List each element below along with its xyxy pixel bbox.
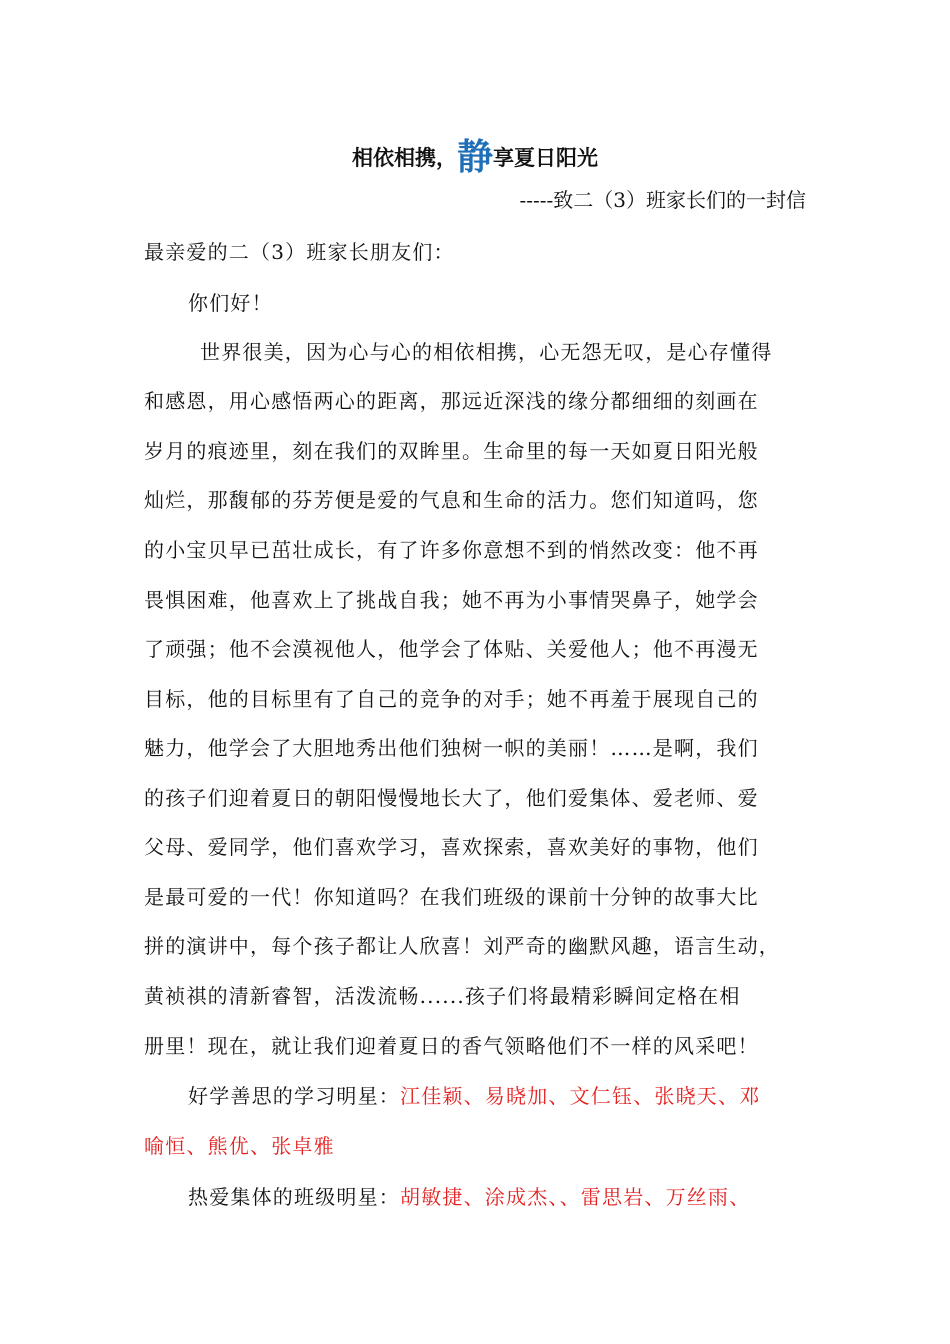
study-star-line bbox=[188, 1081, 760, 1111]
body-line: 畏惧困难，他喜欢上了挑战自我；她不再为小事情哭鼻子，她学会 bbox=[144, 588, 759, 612]
body-line: 了顽强；他不会漠视他人，他学会了体贴、关爱他人；他不再漫无 bbox=[144, 637, 759, 661]
body-line: 灿烂，那馥郁的芬芳便是爱的气息和生命的活力。您们知道吗，您 bbox=[144, 488, 759, 512]
class-star-line bbox=[188, 1182, 750, 1212]
body-line: 的孩子们迎着夏日的朝阳慢慢地长大了，他们爱集体、爱老师、爱 bbox=[144, 786, 759, 810]
body-line: 黄祯祺的清新睿智，活泼流畅......孩子们将最精彩瞬间定格在相 bbox=[144, 984, 741, 1008]
class-star-label: 热爱集体的班级明星： bbox=[188, 1185, 400, 1209]
body-line: 目标，他的目标里有了自己的竞争的对手；她不再羞于展现自己的 bbox=[144, 687, 759, 711]
body-line: 岁月的痕迹里，刻在我们的双眸里。生命里的每一天如夏日阳光般 bbox=[144, 439, 759, 463]
greeting: 最亲爱的二（3）班家长朋友们： bbox=[144, 240, 455, 264]
subtitle: -----致二（3）班家长们的一封信 bbox=[519, 188, 806, 212]
body-line: 拼的演讲中，每个孩子都让人欣喜！刘严奇的幽默风趣，语言生动， bbox=[144, 934, 780, 958]
study-star-names-cont: 喻恒、熊优、张卓雅 bbox=[144, 1134, 335, 1158]
body-line: 册里！现在，就让我们迎着夏日的香气领略他们不一样的风采吧！ bbox=[144, 1034, 759, 1058]
study-star-names: 江佳颖、易晓加、文仁钰、张晓天、邓 bbox=[400, 1084, 761, 1108]
body-line: 父母、爱同学，他们喜欢学习，喜欢探索，喜欢美好的事物，他们 bbox=[144, 835, 759, 859]
body-line: 是最可爱的一代！你知道吗？在我们班级的课前十分钟的故事大比 bbox=[144, 885, 759, 909]
body-line: 魅力，他学会了大胆地秀出他们独树一帜的美丽！……是啊，我们 bbox=[144, 736, 759, 760]
page-title bbox=[0, 128, 950, 188]
study-star-label: 好学善思的学习明星： bbox=[188, 1084, 400, 1108]
title-highlight-char: 静 bbox=[456, 137, 493, 178]
title-part1: 相依相携， bbox=[351, 146, 457, 170]
hello-line: 你们好！ bbox=[188, 291, 273, 315]
body-line: 和感恩，用心感悟两心的距离，那远近深浅的缘分都细细的刻画在 bbox=[144, 389, 759, 413]
body-line: 世界很美，因为心与心的相依相携，心无怨无叹，是心存懂得 bbox=[200, 340, 773, 364]
class-star-names: 胡敏捷、涂成杰、、雷思岩、万丝雨、 bbox=[400, 1185, 751, 1209]
title-part2: 享夏日阳光 bbox=[493, 146, 598, 170]
body-line: 的小宝贝早已茁壮成长，有了许多你意想不到的悄然改变：他不再 bbox=[144, 538, 759, 562]
